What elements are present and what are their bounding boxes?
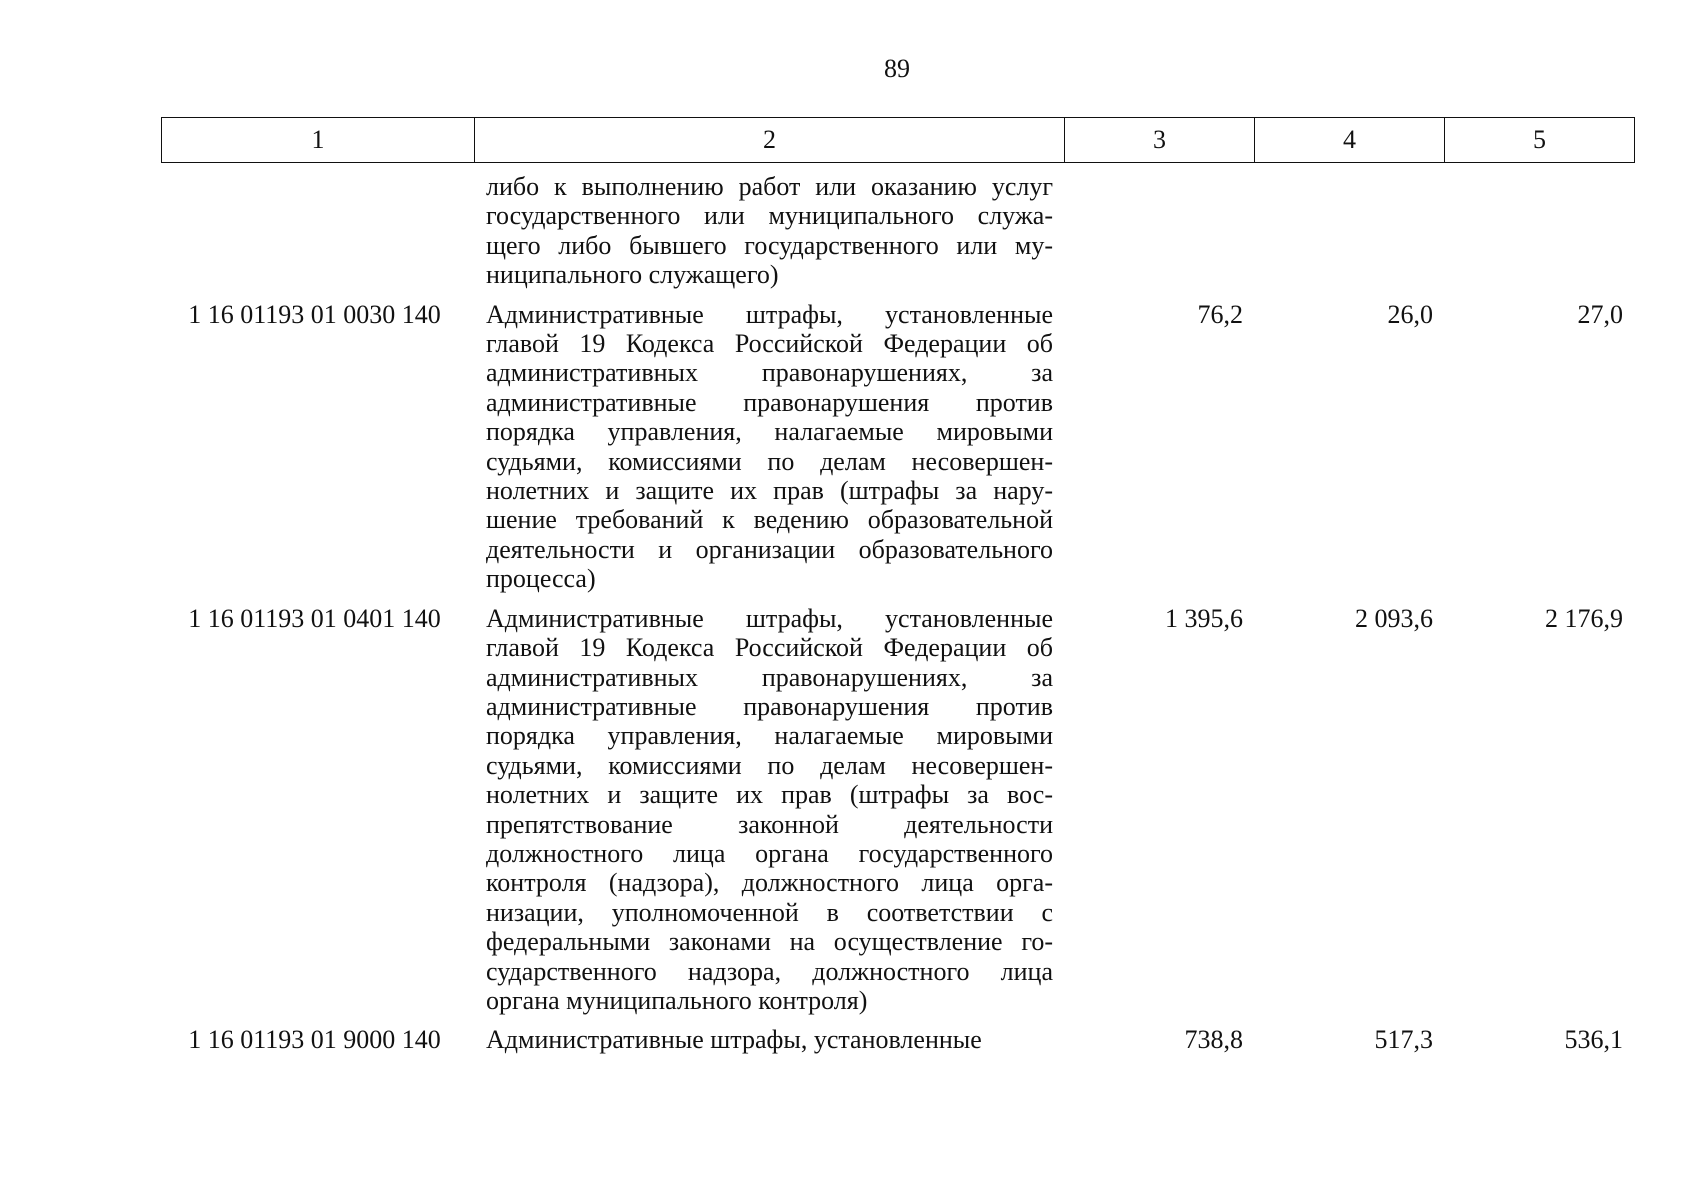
column-header-2: 2: [475, 118, 1065, 163]
column-header-row: [162, 118, 1635, 163]
classification-code: 1 16 01193 01 0401 140: [188, 603, 441, 633]
column-header-3: 3: [1065, 118, 1255, 163]
description-text: Административные штрафы, установленные: [486, 1025, 982, 1055]
column-header-5: 5: [1445, 118, 1635, 163]
classification-code: 1 16 01193 01 0030 140: [188, 299, 441, 329]
column-header-4: 4: [1255, 118, 1445, 163]
value-column-4: 2 093,6: [1355, 603, 1433, 633]
value-column-3: 76,2: [1197, 299, 1243, 329]
column-header-1: 1: [162, 118, 475, 163]
value-column-5: 536,1: [1564, 1025, 1623, 1055]
table-row: [161, 300, 1634, 604]
table-row: [161, 604, 1634, 1026]
description-cell: [474, 300, 1064, 604]
value-column-3: [1064, 172, 1254, 300]
value-column-5: 27,0: [1577, 299, 1623, 329]
description-text: Административные штрафы, установленные главой 19 Кодекса Российской Федерации об административных правонарушениях, за административные правонарушения против порядка управления, налагаемые мировыми судьями, комиссиями по делам несовершен-нолетних и защите их прав (штрафы за нару-шение требований к ведению образовательной деятельности и организации образовательного процесса): [486, 299, 1053, 594]
value-column-3: 1 395,6: [1165, 603, 1243, 633]
description-cell: [474, 1025, 1064, 1064]
description-text: либо к выполнению работ или оказанию услуг государственного или муниципального служа-щего либо бывшего государственного или му-ниципального служащего): [486, 172, 1053, 290]
classification-code: 1 16 01193 01 9000 140: [188, 1025, 441, 1055]
classification-code: [161, 172, 474, 300]
value-column-3: 738,8: [1184, 1025, 1243, 1055]
value-column-4: 26,0: [1387, 299, 1433, 329]
description-text: Административные штрафы, установленные главой 19 Кодекса Российской Федерации об административных правонарушениях, за административные правонарушения против порядка управления, налагаемые мировыми судьями, комиссиями по делам несовершен-нолетних и защите их прав (штрафы за вос-препятствование законной деятельности должностного лица органа государственного контроля (надзора), должностного лица орга-низации, уполномоченной в соответствии с федеральными законами на осуществление го-сударственного надзора, должностного лица органа муниципального контроля): [486, 603, 1053, 1015]
value-column-4: 517,3: [1374, 1025, 1433, 1055]
revenue-table: [161, 172, 1634, 1065]
value-column-4: [1254, 172, 1444, 300]
table-row: [161, 1025, 1634, 1064]
description-cell: [474, 604, 1064, 1026]
page-number: 89: [884, 54, 910, 83]
value-column-5: [1444, 172, 1634, 300]
column-header-table: [161, 117, 1635, 163]
value-column-5: 2 176,9: [1545, 603, 1623, 633]
table-row: [161, 172, 1634, 300]
description-cell: [474, 172, 1064, 300]
